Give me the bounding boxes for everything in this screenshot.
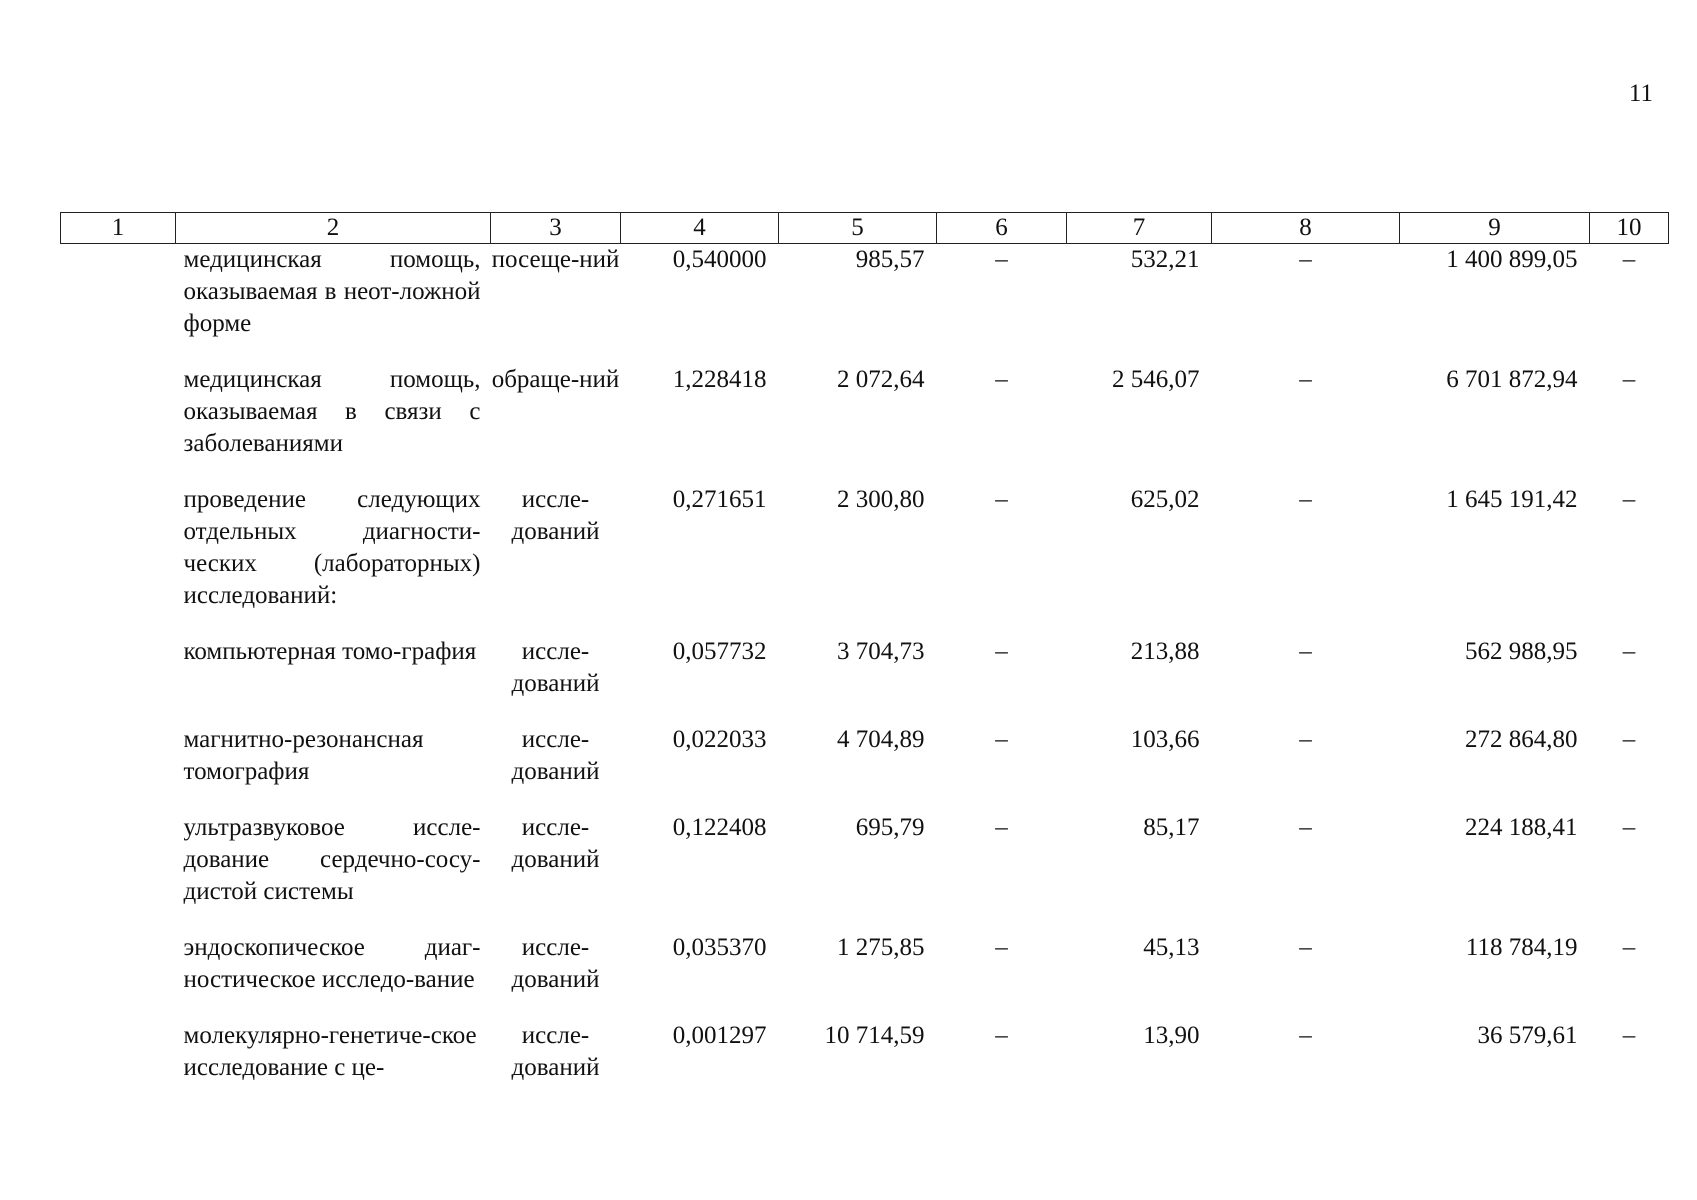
- value-cell: 13,90: [1143, 1022, 1200, 1049]
- value-cell: 85,17: [1143, 814, 1200, 841]
- dash-cell: –: [1299, 814, 1312, 841]
- value-cell: 0,035370: [672, 934, 767, 961]
- value-cell: 1 645 191,42: [1446, 486, 1578, 513]
- table-row: [61, 724, 1669, 812]
- value-cell: 0,122408: [672, 814, 767, 841]
- dash-cell: –: [1299, 726, 1312, 753]
- empty-cell: [61, 932, 176, 1020]
- dash-cell: –: [1622, 934, 1636, 961]
- value-cell: 103,66: [1130, 726, 1200, 753]
- empty-cell: [61, 812, 176, 932]
- table-row: [61, 364, 1669, 484]
- header-cell: 4: [621, 213, 779, 244]
- dash-cell: –: [1622, 726, 1636, 753]
- service-name: медицинская помощь, оказываемая в связи с заболеваниями: [183, 366, 481, 457]
- value-cell: 1,228418: [672, 366, 767, 393]
- value-cell: 695,79: [855, 814, 925, 841]
- value-cell: 625,02: [1130, 486, 1200, 513]
- dash-cell: –: [995, 486, 1008, 513]
- dash-cell: –: [995, 1022, 1008, 1049]
- empty-cell: [61, 244, 176, 365]
- value-cell: 2 546,07: [1112, 366, 1200, 393]
- unit-cell: иссле-дований: [511, 726, 600, 785]
- service-name: медицинская помощь, оказываемая в неот-ложной форме: [183, 246, 481, 337]
- header-cell: 5: [779, 213, 937, 244]
- service-name: эндоскопическое диаг-ностическое исследо-вание: [183, 934, 481, 993]
- header-cell: 2: [176, 213, 491, 244]
- header-cell: 8: [1212, 213, 1400, 244]
- service-name: магнитно-резонансная томография: [183, 726, 424, 785]
- value-cell: 0,057732: [672, 638, 767, 665]
- dash-cell: –: [1299, 366, 1312, 393]
- empty-cell: [61, 1020, 176, 1108]
- value-cell: 45,13: [1143, 934, 1200, 961]
- value-cell: 224 188,41: [1465, 814, 1578, 841]
- unit-cell: иссле-дований: [511, 934, 600, 993]
- table-row: [61, 932, 1669, 1020]
- table-row: [61, 244, 1669, 365]
- service-name: ультразвуковое иссле-дование сердечно-сосу-дистой системы: [183, 814, 481, 905]
- dash-cell: –: [1622, 366, 1636, 393]
- service-name: молекулярно-генетиче-ское исследование с це-: [183, 1022, 477, 1081]
- value-cell: 4 704,89: [837, 726, 925, 753]
- value-cell: 2 300,80: [837, 486, 925, 513]
- header-row: [61, 213, 1669, 244]
- value-cell: 2 072,64: [837, 366, 925, 393]
- empty-cell: [61, 484, 176, 636]
- value-cell: 36 579,61: [1477, 1022, 1578, 1049]
- value-cell: 10 714,59: [824, 1022, 925, 1049]
- header-cell: 3: [491, 213, 621, 244]
- table-row: [61, 812, 1669, 932]
- unit-cell: иссле-дований: [511, 638, 600, 697]
- header-cell: 7: [1067, 213, 1212, 244]
- dash-cell: –: [1299, 1022, 1312, 1049]
- unit-cell: иссле-дований: [511, 486, 600, 545]
- dash-cell: –: [995, 366, 1008, 393]
- dash-cell: –: [1299, 934, 1312, 961]
- value-cell: 985,57: [855, 246, 925, 273]
- header-cell: 10: [1590, 213, 1669, 244]
- page-number: 11: [1628, 80, 1653, 107]
- header-cell: 1: [61, 213, 176, 244]
- value-cell: 213,88: [1130, 638, 1200, 665]
- dash-cell: –: [995, 246, 1008, 273]
- value-cell: 0,001297: [672, 1022, 767, 1049]
- value-cell: 272 864,80: [1465, 726, 1578, 753]
- empty-cell: [61, 636, 176, 724]
- dash-cell: –: [1299, 486, 1312, 513]
- service-name: компьютерная томо-графия: [183, 638, 477, 665]
- value-cell: 6 701 872,94: [1446, 366, 1578, 393]
- empty-cell: [61, 364, 176, 484]
- value-cell: 3 704,73: [837, 638, 925, 665]
- value-cell: 1 400 899,05: [1446, 246, 1578, 273]
- value-cell: 118 784,19: [1465, 934, 1578, 961]
- dash-cell: –: [995, 814, 1008, 841]
- dash-cell: –: [1299, 246, 1312, 273]
- dash-cell: –: [1622, 814, 1636, 841]
- unit-cell: посеще-ний: [491, 246, 620, 273]
- unit-cell: иссле-дований: [511, 1022, 600, 1081]
- value-cell: 0,271651: [672, 486, 767, 513]
- dash-cell: –: [1622, 638, 1636, 665]
- value-cell: 1 275,85: [837, 934, 925, 961]
- dash-cell: –: [1299, 638, 1312, 665]
- unit-cell: обраще-ний: [491, 366, 620, 393]
- table-row: [61, 1020, 1669, 1108]
- value-cell: 562 988,95: [1465, 638, 1578, 665]
- service-name: проведение следующих отдельных диагности-ческих (лабораторных) исследований:: [183, 486, 481, 609]
- dash-cell: –: [1622, 1022, 1636, 1049]
- table-row: [61, 484, 1669, 636]
- dash-cell: –: [995, 726, 1008, 753]
- table-row: [61, 636, 1669, 724]
- value-cell: 0,022033: [672, 726, 767, 753]
- dash-cell: –: [995, 638, 1008, 665]
- dash-cell: –: [1622, 486, 1636, 513]
- value-cell: 532,21: [1130, 246, 1200, 273]
- header-cell: 9: [1400, 213, 1590, 244]
- dash-cell: –: [1622, 246, 1636, 273]
- header-cell: 6: [937, 213, 1067, 244]
- value-cell: 0,540000: [672, 246, 767, 273]
- dash-cell: –: [995, 934, 1008, 961]
- unit-cell: иссле-дований: [511, 814, 600, 873]
- data-table: [60, 212, 1669, 1108]
- empty-cell: [61, 724, 176, 812]
